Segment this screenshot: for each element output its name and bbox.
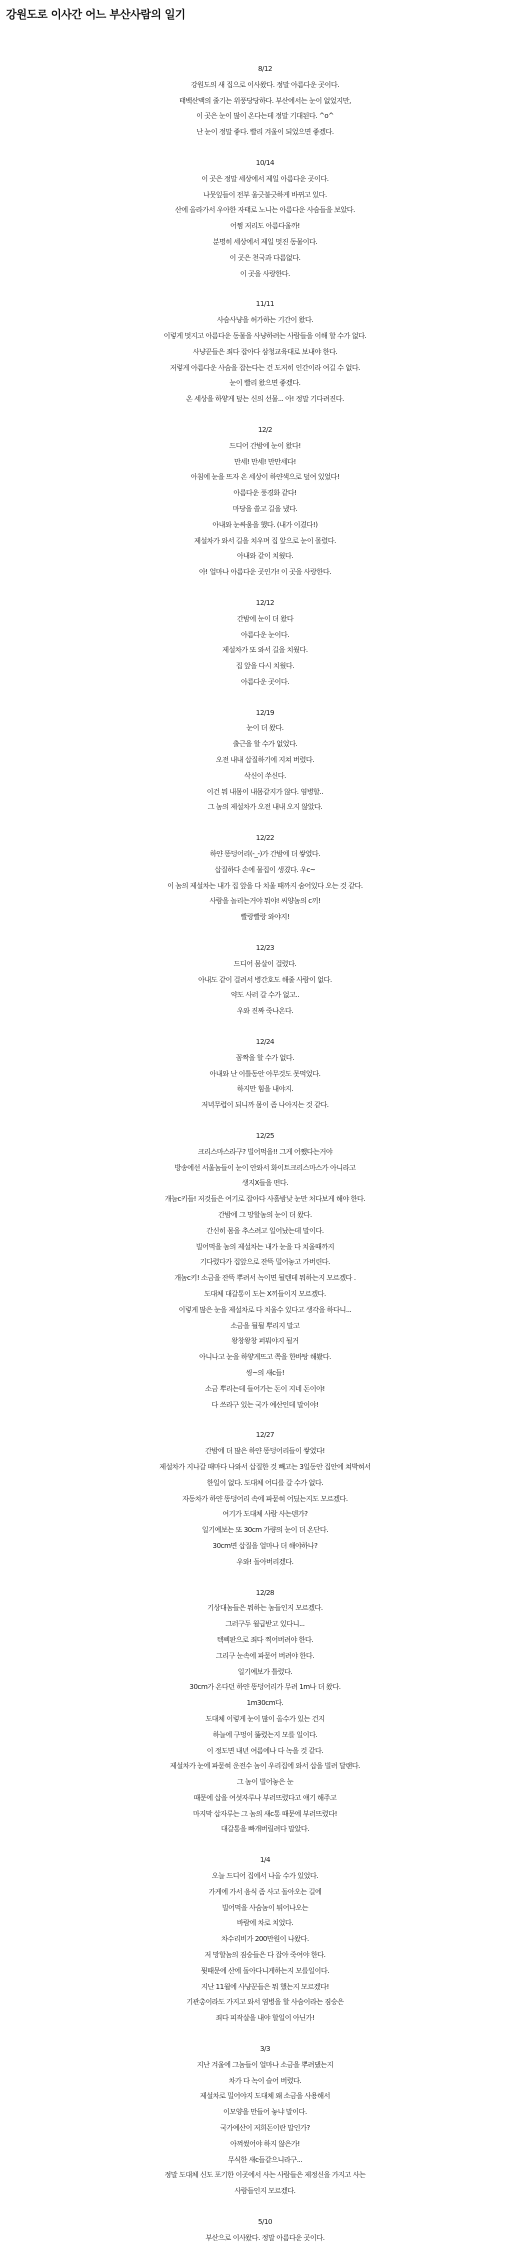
entry-line: 아니나고 눈을 하얗게뜨고 쪽을 한바탕 해봤다.	[199, 1353, 331, 1362]
entry-line: 죄다 피작살을 내야 할일이 아닌가!	[215, 2014, 315, 2023]
entry-line: 어쩜 저리도 아름다울까!	[230, 222, 300, 231]
entry-line: 오늘 드디어 집에서 나올 수가 있었다.	[211, 1872, 319, 1881]
entry-line: 사람을 놀리는거야 뭐야! 씨양놈의 c끼!	[209, 897, 321, 906]
entry-line: 1m30cm다.	[246, 1699, 284, 1708]
entry-line: 이모양을 만들어 놓냐 말이다.	[223, 2108, 307, 2117]
entry-line: 하늘에 구멍이 뚫렸는지 모를 일이다.	[212, 1730, 318, 1739]
entry-line: 아내와 같이 치웠다.	[236, 552, 294, 561]
entry-line: 무식한 새c들같으니라구...	[227, 2155, 303, 2164]
diary-entry	[0, 2215, 530, 2247]
entry-line: 빌어먹을 사슴놈이 튀어나오는	[221, 1903, 309, 1912]
entry-line: 아침에 눈을 뜨자 온 세상이 하얀색으로 덮여 있었다!	[190, 473, 340, 482]
entry-line: 이 곳은 천국과 다름없다.	[229, 253, 301, 262]
entry-date: 12/12	[255, 598, 275, 607]
entry-line: 지난 겨울에 그놈들이 얼마나 소금을 뿌려댔는지	[196, 2060, 334, 2069]
entry-line: 빌어먹을 놈의 제설차는 내가 눈을 다 치울때까지	[195, 1242, 335, 1251]
entry-line: 개늠c키들! 저것들은 여기로 잡아다 사흘밤낮 눈만 처다보게 해야 한다.	[164, 1195, 366, 1204]
entry-line: 사냥꾼들은 죄다 잡아다 삼청교육대로 보내야 한다.	[192, 347, 338, 356]
entry-line: 제설차로 밀어야지 도대체 왜 소금을 사용해서	[199, 2092, 330, 2101]
entry-date: 1/4	[259, 1856, 271, 1865]
diary-entry	[0, 1129, 530, 1413]
entry-line: 제설차가 와서 길을 치우며 집 앞으로 눈이 몰렸다.	[194, 536, 336, 545]
entry-line: 자동차가 하얀 똥덩어리 속에 파묻혀 어딨는지도 모르겠다.	[182, 1494, 348, 1503]
entry-line: 아름다운 풍경화 같다!	[233, 489, 297, 498]
entry-line: 눈이 빨리 왔으면 좋겠다.	[229, 379, 301, 388]
entry-line: 30cm면 삽질을 얼마나 더 해야하나?	[212, 1541, 318, 1550]
entry-line: 산에 올라가서 우아한 자태로 노니는 아름다운 사슴들을 보았다.	[174, 206, 355, 215]
diary-entry	[0, 1428, 530, 1570]
entry-line: 저 망할놈의 짐승들은 다 잡아 죽여야 한다.	[204, 1951, 326, 1960]
entry-line: 소금 뿌리는데 들어가는 돈이 지네 돈이야!	[205, 1384, 325, 1393]
entry-line: 제설차가 눈에 파묻혀 운전수 놈이 우리집에 와서 삽을 빌려 달랜다.	[169, 1762, 361, 1771]
entry-line: 눈이 더 왔다.	[246, 724, 284, 733]
entry-date: 12/22	[255, 834, 275, 843]
entry-line: 제설차가 또 와서 길을 치웠다.	[222, 646, 308, 655]
entry-line: 출근을 할 수가 없었다.	[232, 740, 298, 749]
entry-line: 우와 진짜 죽나온다.	[236, 1007, 294, 1016]
entry-line: 이 곳은 정말 세상에서 제일 아름다운 곳이다.	[201, 174, 329, 183]
entry-line: 여기가 도대체 사람 사는덴가?	[222, 1510, 308, 1519]
entry-line: 방송에선 서울놈들이 눈이 안와서 화이트크리스마스가 아니라고	[174, 1163, 356, 1172]
entry-line: 집 앞을 다시 치웠다.	[235, 662, 295, 671]
entry-line: 한일이 없다. 도대체 어디를 갈 수가 없다.	[206, 1478, 324, 1487]
diary-entry	[0, 297, 530, 408]
diary-entry	[0, 2042, 530, 2200]
entry-date: 12/24	[255, 1038, 275, 1047]
entry-line: 마당을 쓸고 길을 냈다.	[232, 504, 298, 513]
entry-line: 아내와 눈싸움을 했다. (내가 이겼다!)	[212, 520, 318, 529]
entry-line: 사슴사냥을 허가하는 기간이 왔다.	[216, 316, 314, 325]
entry-line: 이 곳은 눈이 많이 온다는데 정말 기대된다. ^o^	[196, 112, 334, 121]
diary-entry	[0, 62, 530, 141]
page-title: 강원도로 이사간 어느 부산사람의 일기	[6, 8, 186, 21]
entry-line: 태백산맥의 줄기는 위풍당당하다. 부산에서는 눈이 없었지만,	[179, 96, 351, 105]
entry-line: 일기예보는 또 30cm 가량의 눈이 더 온단다.	[201, 1526, 329, 1535]
entry-line: 그러구두 월급받고 있다니...	[225, 1620, 305, 1629]
entry-line: 정말 도대체 신도 포기한 이곳에서 사는 사람들은 제정신을 가지고 사는	[164, 2171, 366, 2180]
entry-line: 오전 내내 삽질하기에 지쳐 버렸다.	[215, 756, 315, 765]
entry-line: 이 정도면 내년 여름에나 다 녹을 것 같다.	[206, 1746, 324, 1755]
entry-line: 지난 11월에 사냥꾼들은 뭐 했는지 모르겠다!	[201, 1982, 329, 1991]
diary-entry	[0, 423, 530, 581]
entry-date: 12/23	[255, 944, 275, 953]
entry-line: 간밤에 더 많은 하얀 똥덩어리들이 쌓였다!	[205, 1447, 325, 1456]
entry-line: 우와! 돌아버리겠다.	[236, 1557, 294, 1566]
diary-entry	[0, 596, 530, 691]
entry-line: 30cm가 온다던 하얀 똥덩어리가 무려 1m나 더 왔다.	[189, 1683, 341, 1692]
entry-line: 분명히 세상에서 제일 멋진 동물이다.	[212, 237, 318, 246]
entry-line: 씽~의 새c들!	[245, 1368, 285, 1377]
entry-line: 드디어 간밤에 눈이 왔다!	[229, 441, 301, 450]
entry-line: 이건 뭐 내몸이 내몸같지가 않다. 염병할..	[206, 787, 324, 796]
entry-line: 하지만 힘을 내야지.	[236, 1085, 294, 1094]
entry-date: 8/12	[257, 65, 273, 73]
entry-line: 그 놈의 제설차가 오전 내내 오지 않았다.	[207, 803, 323, 812]
entry-line: 그 놈이 빌어놓은 눈	[236, 1778, 294, 1787]
entry-date: 10/14	[255, 158, 275, 167]
entry-line: 이렇게 멋지고 아름다운 동물을 사냥하려는 사람들을 이해 할 수가 없다.	[163, 331, 367, 340]
entry-line: 이 놈의 제설차는 내가 집 앞을 다 치울 때까지 숨어있다 오는 것 같다.	[167, 881, 363, 890]
entry-line: 기다렸다가 집앞으로 잔뜩 밀어놓고 가버린다.	[199, 1258, 330, 1267]
entry-line: 나뭇잎들이 전부 울긋불긋하게 바뀌고 있다.	[203, 190, 327, 199]
entry-line: 삽질하다 손에 물집이 생겼다. 우c~	[214, 865, 316, 874]
entry-line: 생지X들을 떤다.	[241, 1179, 289, 1188]
entry-line: 난 눈이 정말 좋다. 빨리 겨울이 되었으면 좋겠다.	[196, 128, 334, 137]
entry-line: 만세! 만세! 만만세다!	[234, 457, 296, 466]
entry-line: 사람들인지 모르겠다.	[234, 2187, 296, 2196]
entry-line: 가게에 가서 음식 좀 사고 돌아오는 길에	[208, 1887, 322, 1896]
entry-line: 빨랑빨랑 와야지!	[240, 913, 290, 922]
entry-line: 일기예보가 틀렸다.	[237, 1667, 293, 1676]
entry-line: 아름다운 눈이다.	[240, 630, 290, 639]
entry-line: 꼼짝을 할 수가 없다.	[235, 1053, 295, 1062]
diary-entry	[0, 1853, 530, 2027]
entry-date: 5/10	[257, 2218, 273, 2227]
entry-line: 아! 얼마나 아름다운 곳인가! 이 곳을 사랑한다.	[198, 568, 332, 577]
entry-date: 12/25	[255, 1132, 275, 1141]
entry-line: 텍펙판으로 죄다 찍어버려야 한다.	[216, 1635, 314, 1644]
entry-line: 개놈c키! 소금을 잔뜩 뿌려서 녹이면 될텐데 뭐하는지 모르겠다 .	[174, 1274, 356, 1283]
entry-line: 소금을 뒬뒬 뿌리지 말고	[230, 1321, 300, 1330]
entry-line: 뭣때문에 산에 돌아다니게하는지 모를일이다.	[200, 1966, 330, 1975]
entry-line: 이렇게 많은 눈을 제설차로 다 치울수 있다고 생각을 하다니...	[178, 1305, 352, 1314]
entry-line: 마지막 삽자루는 그 놈의 새c통 때문에 부러뜨렸다!	[192, 1809, 338, 1818]
entry-date: 12/28	[255, 1588, 275, 1597]
entry-date: 12/19	[255, 708, 275, 717]
entry-line: 부산으로 이사왔다. 정말 아름다운 곳이다.	[205, 2233, 325, 2242]
entry-line: 그리구 눈속에 파묻어 버려야 한다.	[215, 1651, 315, 1660]
entry-line: 다 쓰라구 있는 국가 예산인데 말이야!	[211, 1400, 319, 1409]
diary-body	[0, 62, 530, 2262]
entry-line: 아내와 난 이틀동안 아무것도 못먹었다.	[209, 1069, 321, 1078]
entry-line: 삭신이 쑤신다.	[244, 771, 286, 780]
entry-line: 간신히 몸을 추스려고 일어났는데 말이다.	[206, 1226, 324, 1235]
entry-line: 차가 다 녹이 슬어 버렸다.	[228, 2076, 302, 2085]
entry-date: 11/11	[255, 300, 275, 309]
entry-line: 도대체 이렇게 눈이 많이 올수가 있는 건지	[205, 1714, 325, 1723]
entry-line: 간밤에 그 망할놈의 눈이 더 왔다.	[218, 1211, 312, 1219]
diary-entry	[0, 831, 530, 926]
entry-line: 약도 사러 갈 수가 없고..	[230, 991, 300, 1000]
diary-entry	[0, 706, 530, 817]
entry-line: 제설차가 지나갈 때마다 나와서 삽질한 것 빼고는 3일동안 집안에 쳐박혀서	[159, 1462, 371, 1471]
entry-line: 왕창왕창 퍼붜야지 될거	[231, 1337, 299, 1346]
entry-line: 국가예산이 저희돈이란 말인가?	[220, 2124, 310, 2133]
entry-line: 아내도 같이 걸려서 병간호도 해줄 사람이 없다.	[198, 975, 332, 984]
entry-date: 3/3	[259, 2045, 271, 2054]
entry-date: 12/2	[257, 425, 273, 434]
entry-line: 하얀 똥덩어리(-_-)가 간밤에 더 쌓였다.	[209, 850, 321, 859]
entry-line: 온 세상을 하얗게 덮는 신의 선물... 아! 정말 기다려진다.	[186, 395, 344, 404]
entry-line: 드디어 몸살이 걸렸다.	[233, 959, 297, 968]
diary-entry	[0, 156, 530, 282]
diary-entry	[0, 941, 530, 1020]
entry-line: 저렇게 아름다운 사슴을 잡는다는 건 도저히 인간이라 여길 수 없다.	[169, 363, 361, 372]
entry-line: 크리스마스라구? 빌어먹을!! 그게 어쨌다는거야	[197, 1147, 333, 1156]
entry-line: 저녁무렵이 되니까 몸이 좀 나아지는 것 같다.	[201, 1101, 329, 1110]
entry-line: 차수리비가 200만원이 나왔다.	[221, 1935, 309, 1944]
entry-line: 아름다운 곳이다.	[240, 677, 290, 686]
entry-line: 바람에 차로 치었다.	[236, 1919, 294, 1928]
entry-line: 아껴썼어야 하지 않은가!	[230, 2139, 300, 2148]
entry-line: 도대체 대갈통이 도는 X끼들이지 모르겠다.	[204, 1289, 326, 1298]
diary-entry	[0, 1035, 530, 1114]
entry-line: 기상대놈들은 뭐하는 놈들인지 모르겠다.	[207, 1604, 323, 1613]
entry-line: 강원도의 새 집으로 이사왔다. 정말 아름다운 곳이다.	[190, 80, 340, 89]
entry-line: 때문에 삽을 여섯자루나 부러뜨렸다고 얘기 해주고	[193, 1793, 337, 1802]
entry-line: 간밤에 눈이 더 왔다	[236, 614, 294, 623]
diary-entry	[0, 1586, 530, 1839]
entry-date: 12/27	[255, 1431, 275, 1440]
entry-line: 대갈통을 빠개버릴려다 말았다.	[220, 1825, 310, 1834]
entry-line: 기관총이라도 가지고 와서 염병을 할 사슴이라는 짐승은	[186, 1998, 344, 2007]
entry-line: 이 곳을 사랑한다.	[239, 269, 290, 278]
